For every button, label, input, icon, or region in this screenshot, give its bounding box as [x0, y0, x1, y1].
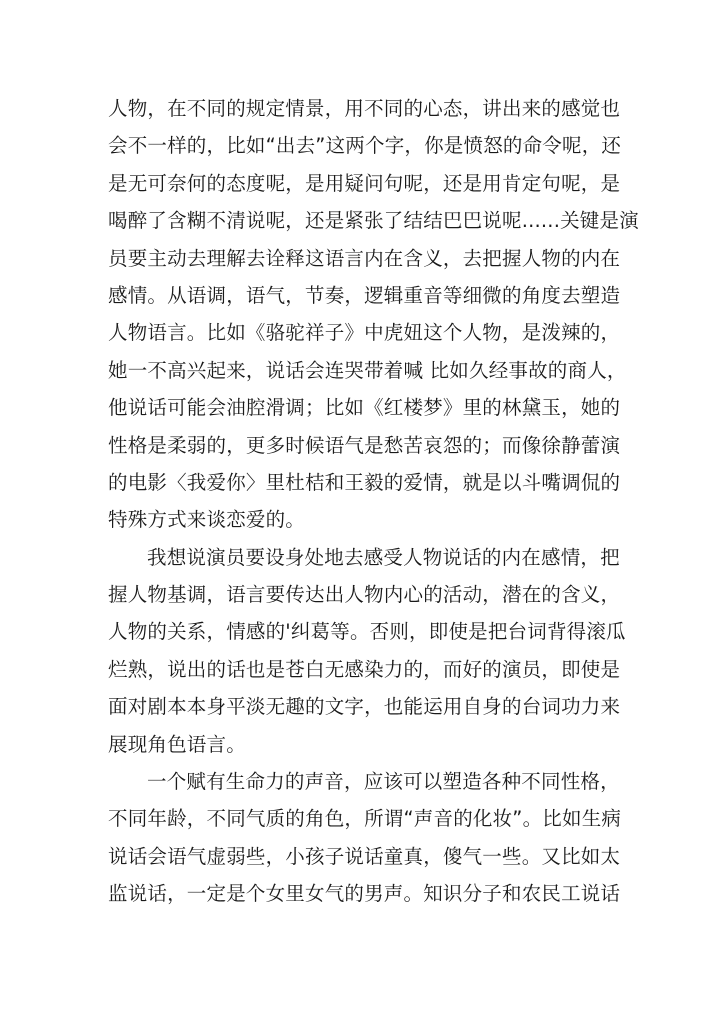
- text-line: 握人物基调，语言要传达出人物内心的活动，潜在的含义，: [108, 583, 621, 607]
- text-line: 是无可奈何的态度呢，是用疑问句呢，还是用肯定句呢，是: [108, 171, 621, 195]
- text-line: 的电影〈我爱你〉里杜桔和王毅的爱情，就是以斗嘴调侃的: [108, 470, 621, 494]
- paragraph-start-line: 我想说演员要设身处地去感受人物说话的内在感情，把: [147, 545, 620, 569]
- text-line: 特殊方式来谈恋爱的。: [108, 508, 306, 532]
- text-line: 会不一样的，比如“出去”这两个字，你是愤怒的命令呢，还: [108, 134, 622, 158]
- text-line: 喝醉了含糊不清说呢，还是紧张了结结巴巴说呢......关键是演: [108, 209, 639, 233]
- text-line: 不同年龄，不同气质的角色，所谓“声音的化妆”。比如生病: [108, 807, 622, 831]
- text-line: 员要主动去理解去诠释这语言内在含义，去把握人物的内在: [108, 246, 621, 270]
- text-line: 她一不高兴起来，说话会连哭带着喊 比如久经事故的商人，: [108, 358, 627, 382]
- text-line: 感情。从语调，语气，节奏，逻辑重音等细微的角度去塑造: [108, 283, 621, 307]
- paragraph-start-line: 一个赋有生命力的声音，应该可以塑造各种不同性格，: [147, 770, 620, 794]
- body-text: [108, 90, 639, 913]
- text-line: 面对剧本本身平淡无趣的文字，也能运用自身的台词功力来: [108, 695, 621, 719]
- text-line: 烂熟，说出的话也是苍白无感染力的，而好的演员，即使是: [108, 657, 621, 681]
- text-line: 人物语言。比如《骆驼祥子》中虎妞这个人物，是泼辣的，: [108, 321, 621, 345]
- text-line: 人物的关系，情感的'纠葛等。否则，即使是把台词背得滚瓜: [108, 620, 626, 644]
- text-line: 监说话，一定是个女里女气的男声。知识分子和农民工说话: [108, 882, 621, 906]
- text-line: 他说话可能会油腔滑调；比如《红楼梦》里的林黛玉，她的: [108, 396, 621, 420]
- text-line: 人物，在不同的规定情景，用不同的心态，讲出来的感觉也: [108, 97, 621, 120]
- text-line: 说话会语气虚弱些，小孩子说话童真，傻气一些。又比如太: [108, 844, 621, 868]
- text-line: 性格是柔弱的，更多时候语气是愁苦哀怨的；而像徐静蕾演: [108, 433, 621, 457]
- text-line: 展现角色语言。: [108, 732, 246, 756]
